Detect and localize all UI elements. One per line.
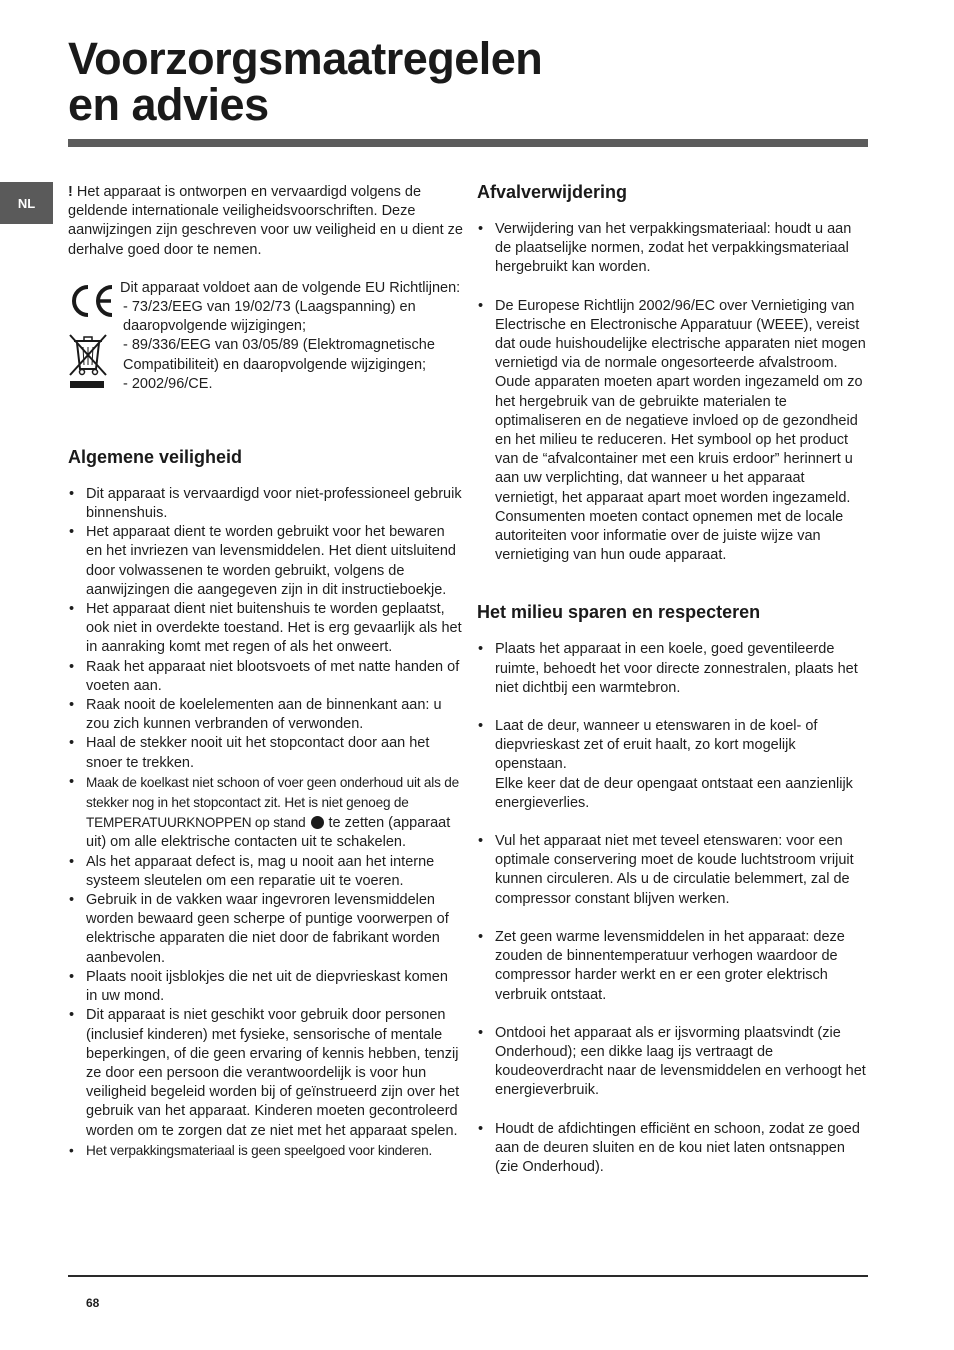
directives-block xyxy=(68,279,463,407)
heading-environment: Het milieu sparen en respecteren xyxy=(477,602,761,623)
list-item: • Dit apparaat is vervaardigd voor niet-professioneel gebruik binnenshuis. xyxy=(68,485,463,523)
list-item: • Raak het apparaat niet blootsvoets of met natte handen of voeten aan. xyxy=(68,658,463,696)
unplug-text-start: Maak de koelkast niet schoon of voer geen onderhoud uit als de stekker nog in het stopcontact zit. Het is niet genoeg de TEMPERATUURKNOPPEN op stand xyxy=(86,774,460,831)
directives-lead: Dit apparaat voldoet aan de volgende EU Richtlijnen: xyxy=(120,279,461,296)
unplug-text-end: te zetten (apparaat uit) om alle elektrische contacten uit te schakelen. xyxy=(86,815,451,851)
list-item: • Plaats nooit ijsblokjes die net uit de diepvrieskast komen in uw mond. xyxy=(68,968,463,1006)
safety-list xyxy=(68,485,463,1160)
intro-paragraph xyxy=(68,183,463,260)
ce-mark-icon xyxy=(68,283,114,325)
list-item: • Zet geen warme levensmiddelen in het apparaat: deze zouden de binnentemperatuur verhogen waardoor de compressor harder werkt en er een groter elektrisch verbruik ontstaat. xyxy=(477,928,870,1005)
disposal-list xyxy=(477,220,870,565)
list-item: • Ontdooi het apparaat als er ijsvorming plaatsvindt (zie Onderhoud); een dikke laag ijs vertraagt de koudeoverdracht naar de levensmiddelen en verhoogt het energieverbruik. xyxy=(477,1024,870,1101)
title-divider xyxy=(68,139,868,147)
crossed-bin-icon xyxy=(68,333,108,397)
list-item: • Het apparaat dient niet buitenshuis te worden geplaatst, ook niet in overdekte toestand. Het is erg gevaarlijk als het in aanraking komt met regen of als het onweert. xyxy=(68,600,463,658)
weee-contact-text: Consumenten moeten contact opnemen met de locale autoriteiten voor informatie over de juiste wijze van vernietiging van hun oude apparaat. xyxy=(495,508,844,564)
list-item: • Als het apparaat defect is, mag u nooit aan het interne systeem sleutelen om een reparatie uit te voeren. xyxy=(68,853,463,891)
list-item xyxy=(68,773,463,853)
heading-general-safety: Algemene veiligheid xyxy=(68,446,243,467)
language-tab xyxy=(0,182,53,224)
page-title-line1: Voorzorgsmaatregelen xyxy=(68,33,543,84)
environment-list xyxy=(477,640,870,1177)
door-extra-text: Elke keer dat de deur opengaat ontstaat een aanzienlijk energieverlies. xyxy=(495,775,853,811)
footer-divider xyxy=(68,1275,868,1277)
heading-waste-disposal: Afvalverwijdering xyxy=(477,182,628,202)
list-item xyxy=(477,717,870,813)
list-item xyxy=(477,297,870,566)
left-column xyxy=(68,183,463,1160)
page-number: 68 xyxy=(86,1296,100,1310)
list-item: • Plaats het apparaat in een koele, goed geventileerde ruimte, behoedt het voor directe zonnestralen, plaats het niet dichtbij een warmtebron. xyxy=(477,640,870,698)
weee-text: • De Europese Richtlijn 2002/96/EC over Vernietiging van Electrische en Electronische Apparatuur (WEEE), vereist dat oude huishoudelijke electrische apparaten niet mogen vernietigd via de normale ongesorteerde afvalstroom. Oude apparaten moeten apart worden ingezameld om zo het hergebruik van de gebruikte materialen te optimaliseren en de negatieve invloed op de gezondheid en het milieu te reduceren. Het symbool op het product van de “afvalcontainer met een kruis erdoor” herinnert u aan uw verplichting, dat wanneer u het apparaat vernietigt, het apparaat apart moet worden ingezameld. xyxy=(495,297,866,506)
directive-item: - 89/336/EEG van 03/05/89 (Elektromagnetische Compatibiliteit) en daaropvolgende wijzigingen; xyxy=(123,337,435,373)
language-tab-label: NL xyxy=(17,195,36,211)
list-item: • Vul het apparaat niet met teveel etenswaren: voor een optimale conservering moet de koude luchtstroom vrijuit kunnen circuleren. Als u de circulatie belemmert, zal de compressor constant blijven werken. xyxy=(477,832,870,909)
door-text: • Laat de deur, wanneer u etenswaren in de koel- of diepvrieskast zet of eruit haalt, zo kort mogelijk openstaan. xyxy=(495,718,818,773)
page-title xyxy=(68,33,543,130)
list-item: • Houdt de afdichtingen efficiënt en schoon, zodat ze goed aan de deuren sluiten en de kou niet laten ontsnappen (zie Onderhoud). xyxy=(477,1120,870,1178)
list-item: • Raak nooit de koelelementen aan de binnenkant aan: u zou zich kunnen verbranden of verwonden. xyxy=(68,696,463,734)
off-position-dot-icon xyxy=(311,816,324,829)
list-item: • Dit apparaat is niet geschikt voor gebruik door personen (inclusief kinderen) met fysieke, sensorische of mentale beperkingen, of die geen ervaring of kennis hebben, tenzij ze door een persoon die verantwoordelijk is voor hun veiligheid begeleid worden bij of geïnstrueerd zijn over het gebruik van het apparaat. Kinderen moeten gecontroleerd worden om te zorgen dat ze niet met het apparaat spelen. xyxy=(68,1006,463,1140)
directives-text xyxy=(120,279,463,394)
page-title-line2: en advies xyxy=(68,79,269,130)
list-item: • Haal de stekker nooit uit het stopcontact door aan het snoer te trekken. xyxy=(68,734,463,772)
directive-item: - 73/23/EEG van 19/02/73 (Laagspanning) en daaropvolgende wijzigingen; xyxy=(123,299,416,335)
right-column xyxy=(477,183,870,1177)
warning-mark: ! xyxy=(68,184,73,200)
list-item: • Het apparaat dient te worden gebruikt voor het bewaren en het invriezen van levensmiddelen. Het dient uitsluitend door volwassenen te worden gebruikt, volgens de aanwijzingen die aangegeven zijn in dit instructieboekje. xyxy=(68,523,463,600)
intro-text: Het apparaat is ontworpen en vervaardigd volgens de geldende internationale veiligheidsvoorschriften. Deze aanwijzingen zijn geschreven voor uw veiligheid en u dient ze derhalve goed door te nemen. xyxy=(68,184,463,258)
list-item: • Gebruik in de vakken waar ingevroren levensmiddelen worden bewaard geen scherpe of puntige voorwerpen of elektrische apparaten die niet door de fabrikant worden aanbevolen. xyxy=(68,891,463,968)
list-item: • Het verpakkingsmateriaal is geen speelgoed voor kinderen. xyxy=(68,1141,463,1160)
directive-item: - 2002/96/CE. xyxy=(123,375,213,392)
list-item: • Verwijdering van het verpakkingsmateriaal: houdt u aan de plaatselijke normen, zodat het verpakkingsmateriaal hergebruikt kan worden. xyxy=(477,220,870,278)
